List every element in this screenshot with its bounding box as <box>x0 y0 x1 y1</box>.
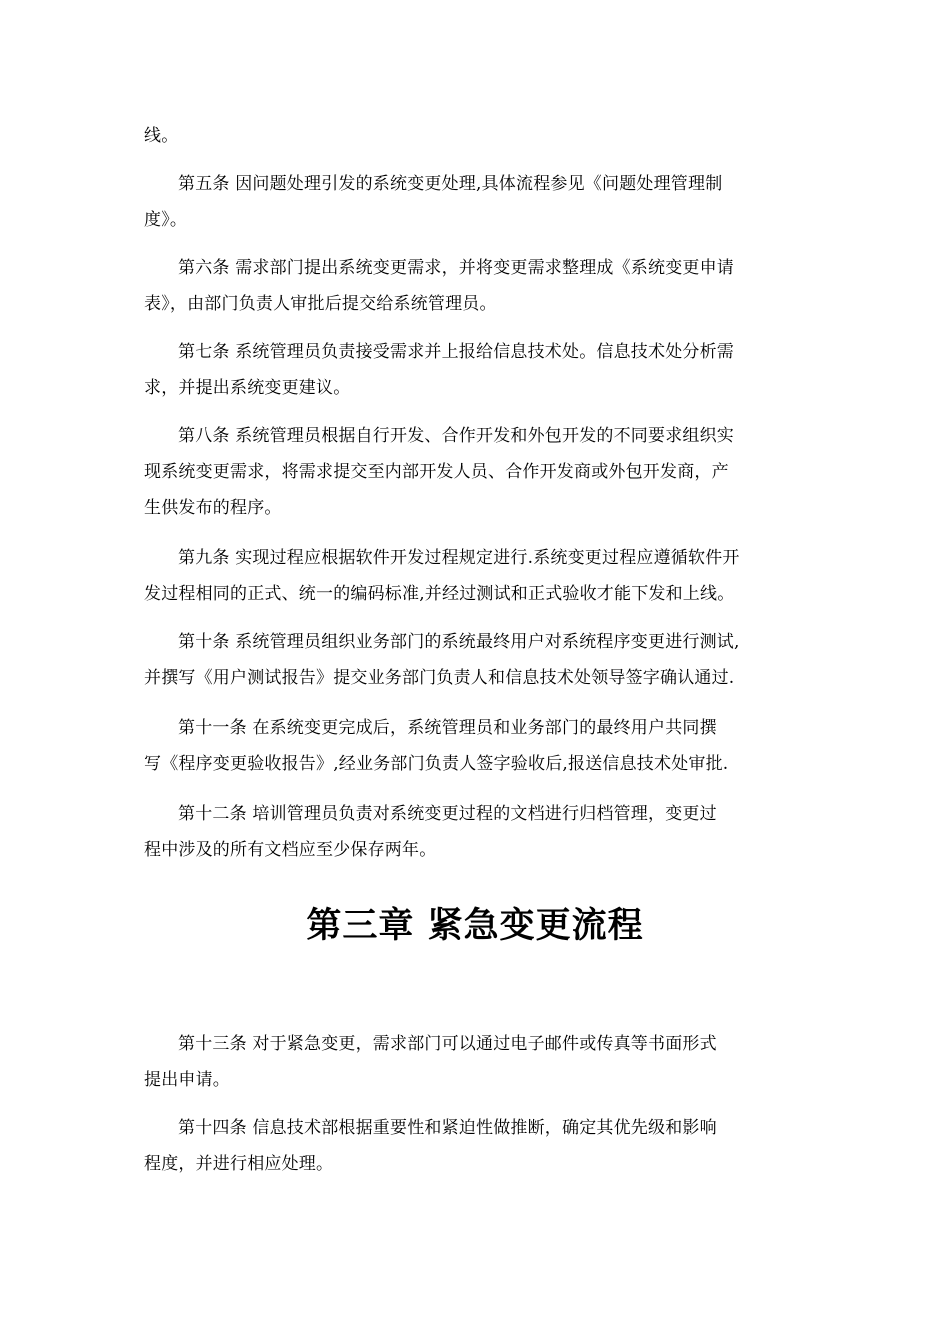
text-line: 并撰写《用户测试报告》提交业务部门负责人和信息技术处领导签字确认通过. <box>144 668 735 688</box>
text-line: 第十条 系统管理员组织业务部门的系统最终用户对系统程序变更进行测试, <box>178 632 740 652</box>
article-6 <box>144 250 804 322</box>
text-line: 第八条 系统管理员根据自行开发、合作开发和外包开发的不同要求组织实 <box>178 426 735 446</box>
text-line: 第十二条 培训管理员负责对系统变更过程的文档进行归档管理，变更过 <box>178 804 717 824</box>
article-9 <box>144 540 804 612</box>
article-11 <box>144 710 804 782</box>
text-line: 提出申请。 <box>144 1070 230 1090</box>
text-line: 第十三条 对于紧急变更，需求部门可以通过电子邮件或传真等书面形式 <box>178 1034 717 1054</box>
article-10 <box>144 624 804 696</box>
text-line: 第十四条 信息技术部根据重要性和紧迫性做推断，确定其优先级和影响 <box>178 1118 717 1138</box>
text-line: 第十一条 在系统变更完成后，系统管理员和业务部门的最终用户共同撰 <box>178 718 717 738</box>
article-13 <box>144 1026 804 1098</box>
paragraph-continuation <box>144 118 804 154</box>
text-line: 表》，由部门负责人审批后提交给系统管理员。 <box>144 294 497 314</box>
chapter-title: 第三章 紧急变更流程 <box>306 906 644 946</box>
text-line: 写《程序变更验收报告》,经业务部门负责人签字验收后,报送信息技术处审批. <box>144 754 729 774</box>
text-line: 程度，并进行相应处理。 <box>144 1154 334 1174</box>
article-7 <box>144 334 804 406</box>
article-14 <box>144 1110 804 1182</box>
text-line: 度》。 <box>144 210 188 230</box>
text-line: 线。 <box>144 126 179 146</box>
text-line: 求，并提出系统变更建议。 <box>144 378 351 398</box>
text-line: 发过程相同的正式、统一的编码标准,并经过测试和正式验收才能下发和上线。 <box>144 584 735 604</box>
text-line: 现系统变更需求，将需求提交至内部开发人员、合作开发商或外包开发商，产 <box>144 462 729 482</box>
text-line: 程中涉及的所有文档应至少保存两年。 <box>144 840 437 860</box>
text-line: 第六条 需求部门提出系统变更需求，并将变更需求整理成《系统变更申请 <box>178 258 735 278</box>
article-12 <box>144 796 804 868</box>
text-line: 第五条 因问题处理引发的系统变更处理,具体流程参见《问题处理管理制 <box>178 174 723 194</box>
article-5 <box>144 166 804 238</box>
text-line: 第九条 实现过程应根据软件开发过程规定进行.系统变更过程应遵循软件开 <box>178 548 740 568</box>
text-line: 生供发布的程序。 <box>144 498 282 518</box>
article-8 <box>144 418 804 526</box>
text-line: 第七条 系统管理员负责接受需求并上报给信息技术处。信息技术处分析需 <box>178 342 735 362</box>
